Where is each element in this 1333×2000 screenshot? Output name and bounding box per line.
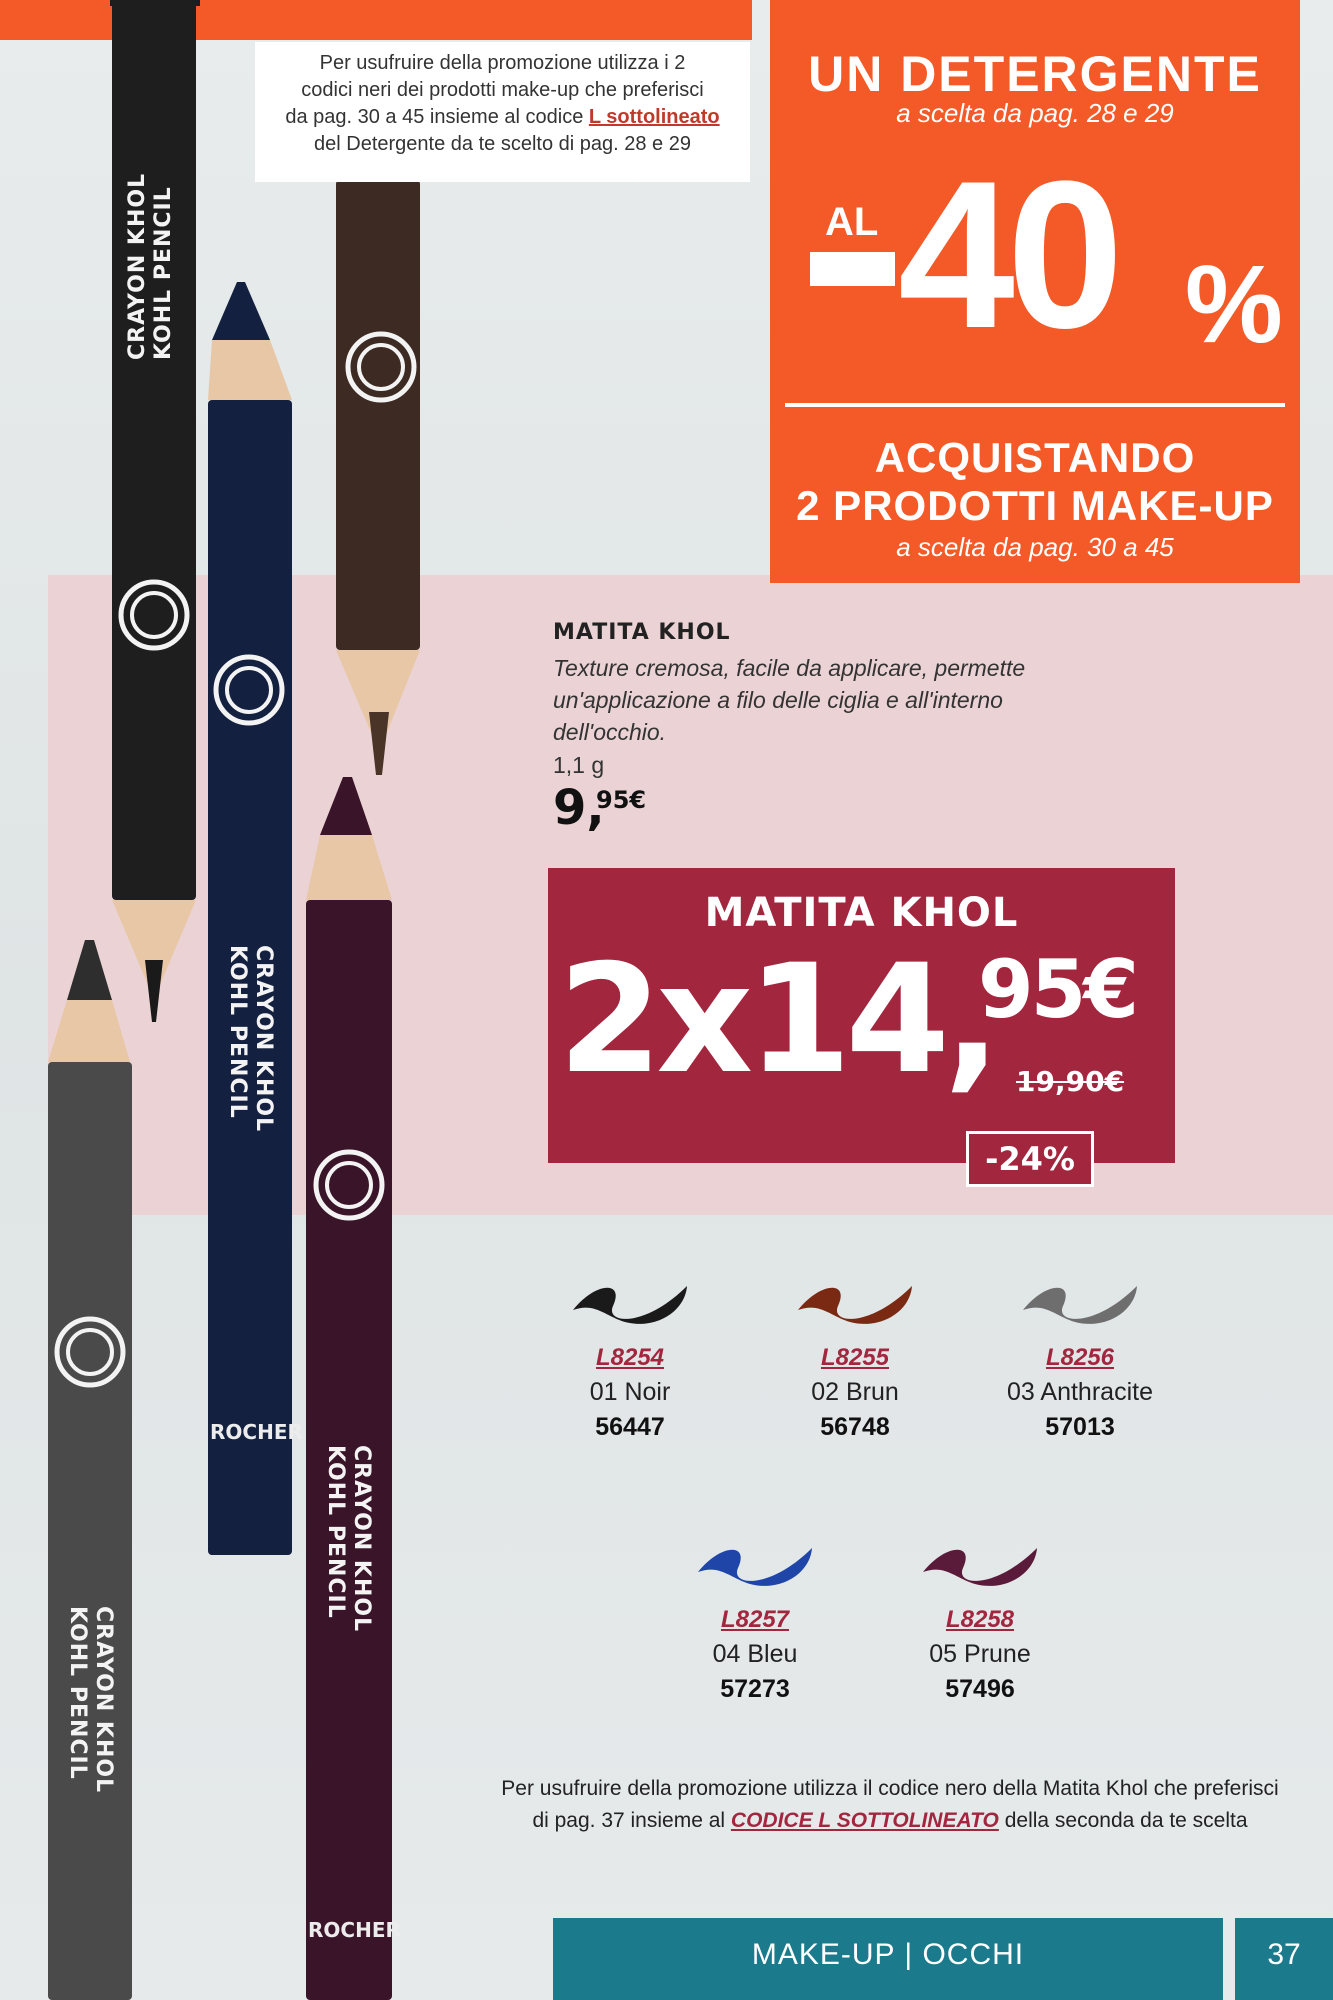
brown-pencil — [336, 180, 420, 775]
promo-percent: % — [1185, 243, 1283, 366]
shade-item[interactable] — [880, 1534, 1080, 1704]
shade-swatch-icon — [565, 1272, 695, 1332]
note-line: Per usufruire della promozione utilizza i 2 — [319, 52, 686, 74]
brand-label: ROCHER — [210, 1420, 303, 1444]
shade-swatch-icon — [915, 1534, 1045, 1594]
grey-pencil — [48, 940, 132, 2000]
note-code: CODICE L SOTTOLINEATO — [730, 1809, 999, 1832]
product-description: Texture cremosa, facile da applicare, permette un'applicazione a filo delle ciglia e all'interno dell'occhio. — [553, 655, 1026, 745]
blue-pencil — [208, 282, 292, 1555]
promo-discount: 40 — [898, 137, 1116, 372]
promo-al: AL — [825, 200, 879, 244]
shade-name: 04 Bleu — [712, 1640, 798, 1668]
promo-instructions-note — [255, 42, 750, 182]
plum-pencil — [306, 777, 392, 2000]
note-text: da pag. 30 a 45 insieme al codice — [285, 106, 589, 128]
brand-label: ROCHER — [308, 1918, 401, 1942]
product-price-integer: 9, — [553, 780, 605, 836]
pencil-label-line2: KOHL PENCIL — [323, 1445, 348, 1619]
shade-number: 56447 — [595, 1413, 665, 1441]
offer-old-price: 19,90€ — [1016, 1065, 1125, 1098]
page-number: 37 — [1235, 1918, 1333, 2000]
offer-price-decimal: 95€ — [978, 943, 1136, 1036]
shade-name: 02 Brun — [811, 1378, 899, 1406]
product-title: MATITA KHOL — [553, 620, 731, 645]
offer-title: MATITA KHOL — [704, 890, 1019, 936]
black-pencil — [112, 0, 196, 1022]
shade-name: 03 Anthracite — [1007, 1378, 1153, 1406]
shade-number: 56748 — [820, 1413, 890, 1441]
shade-swatch-icon — [690, 1534, 820, 1594]
shade-code: L8257 — [720, 1606, 790, 1633]
shade-code: L8256 — [1045, 1344, 1115, 1371]
kohl-pencils-image — [0, 0, 420, 2000]
shade-number: 57013 — [1045, 1413, 1115, 1441]
shade-swatch-icon — [790, 1272, 920, 1332]
bundle-instructions-note — [460, 1773, 1320, 1837]
pencil-label-line1: CRAYON KHOL — [125, 172, 150, 360]
note-line: Per usufruire della promozione utilizza il codice nero della Matita Khol che preferisci — [501, 1777, 1279, 1800]
promo-condition-line2: 2 PRODOTTI MAKE-UP — [796, 482, 1274, 529]
note-line: del Detergente da te scelto di pag. 28 e 29 — [314, 133, 691, 155]
shade-name: 01 Noir — [589, 1378, 671, 1406]
product-price-decimal: 95€ — [596, 786, 647, 814]
offer-discount-badge: -24% — [966, 1131, 1094, 1187]
offer-price: 2x14, — [558, 933, 995, 1107]
pencil-label-line2: KOHL PENCIL — [65, 1606, 90, 1780]
pencil-label-line1: CRAYON KHOL — [251, 945, 276, 1133]
pencil-label-line2: KOHL PENCIL — [151, 186, 176, 360]
shade-item[interactable] — [655, 1534, 855, 1704]
product-weight: 1,1 g — [553, 752, 605, 778]
note-line: codici neri dei prodotti make-up che preferisci — [301, 79, 704, 101]
pencil-label-line2: KOHL PENCIL — [225, 945, 250, 1119]
cleanser-promo-block — [770, 0, 1300, 583]
note-code: L sottolineato — [588, 106, 720, 128]
note-line — [255, 104, 750, 131]
promo-title: UN DETERGENTE — [808, 46, 1262, 102]
promo-subtitle: a scelta da pag. 28 e 29 — [896, 98, 1174, 128]
shade-item[interactable] — [755, 1272, 955, 1442]
note-line — [460, 1805, 1320, 1837]
bundle-offer-box — [548, 868, 1175, 1178]
shade-swatch-icon — [1015, 1272, 1145, 1332]
promo-condition-line1: ACQUISTANDO — [874, 434, 1196, 481]
shade-code: L8255 — [820, 1344, 890, 1371]
pencil-label-line1: CRAYON KHOL — [349, 1445, 374, 1633]
shade-name: 05 Prune — [929, 1640, 1031, 1668]
shade-item[interactable] — [530, 1272, 730, 1442]
shade-item[interactable] — [980, 1272, 1180, 1442]
pencil-label-line1: CRAYON KHOL — [91, 1606, 116, 1794]
promo-condition-sub: a scelta da pag. 30 a 45 — [896, 532, 1174, 562]
shade-number: 57273 — [720, 1675, 790, 1703]
shade-code: L8254 — [595, 1344, 665, 1371]
section-footer: MAKE-UP | OCCHI — [553, 1918, 1223, 2000]
shade-code: L8258 — [945, 1606, 1015, 1633]
note-text: di pag. 37 insieme al — [532, 1809, 731, 1832]
note-text: della seconda da te scelta — [998, 1809, 1248, 1832]
shade-number: 57496 — [945, 1675, 1015, 1703]
promo-divider — [785, 403, 1285, 407]
minus-sign — [810, 252, 895, 286]
